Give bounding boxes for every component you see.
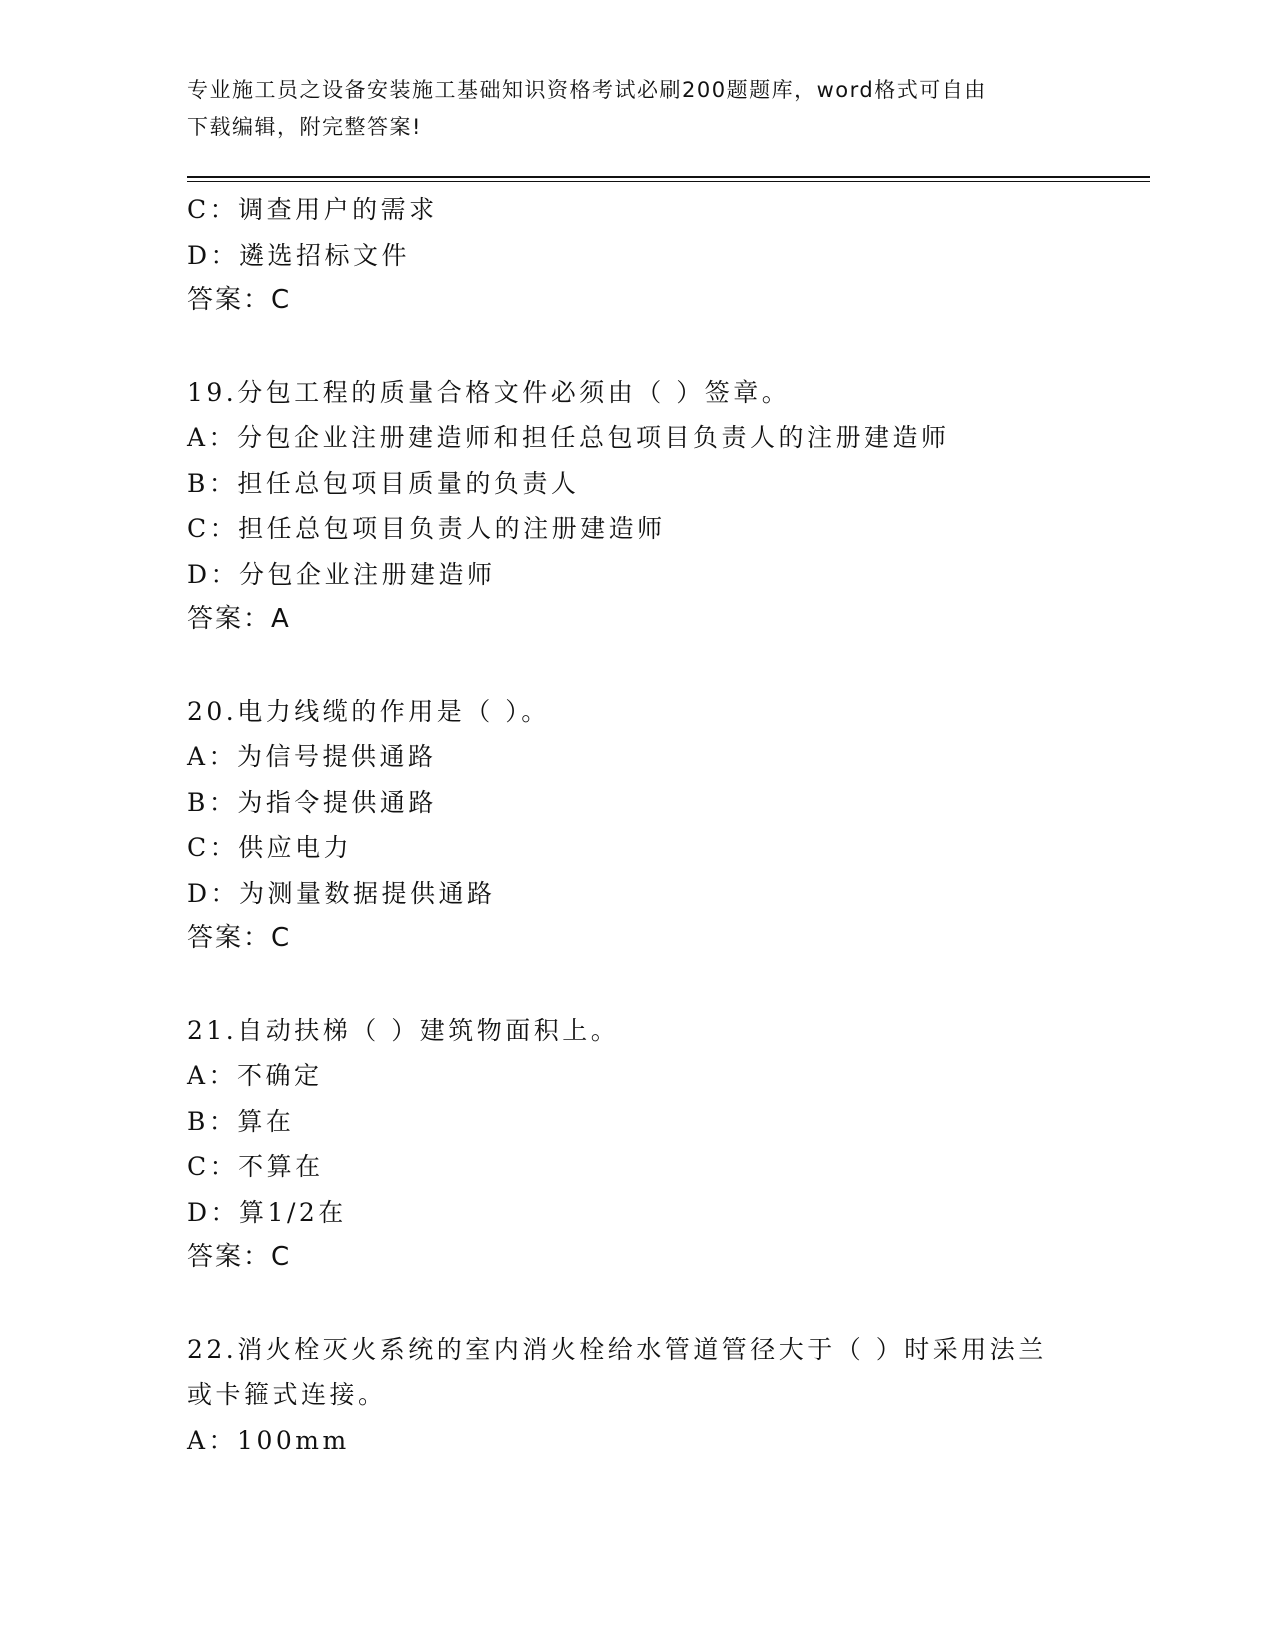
spacer [187, 324, 1087, 370]
option-b: B：算在 [187, 1106, 295, 1136]
answer: 答案：C [187, 923, 292, 953]
header-line-1: 专业施工员之设备安装施工基础知识资格考试必刷200题题库，word格式可自由 [187, 78, 987, 102]
spacer [187, 1281, 1087, 1327]
question-stem: 22.消火栓灭火系统的室内消火栓给水管道管径大于（ ）时采用法兰 [187, 1334, 1047, 1364]
option-c: C：调查用户的需求 [187, 195, 438, 224]
question-20 [187, 689, 1087, 962]
option-c: C：供应电力 [187, 833, 353, 862]
option-a: A：分包企业注册建造师和担任总包项目负责人的注册建造师 [187, 423, 950, 452]
answer: 答案：C [187, 1242, 292, 1272]
header-divider-thick [187, 176, 1150, 178]
question-stem: 19.分包工程的质量合格文件必须由（ ）签章。 [187, 377, 791, 407]
question-list [187, 187, 1087, 1463]
question-18-continued [187, 187, 1087, 324]
header-line-2: 下载编辑，附完整答案! [187, 115, 422, 139]
option-d: D：为测量数据提供通路 [187, 878, 496, 908]
answer: 答案：A [187, 604, 291, 634]
spacer [187, 643, 1087, 689]
option-c: C：不算在 [187, 1152, 324, 1181]
option-b: B：为指令提供通路 [187, 787, 437, 817]
option-d: D：遴选招标文件 [187, 240, 411, 270]
header-divider-thin [187, 181, 1150, 182]
option-d: D：算1/2在 [187, 1197, 347, 1227]
option-a: A：100mm [187, 1425, 350, 1455]
question-stem: 21.自动扶梯（ ）建筑物面积上。 [187, 1015, 620, 1045]
question-21 [187, 1008, 1087, 1281]
question-stem: 20.电力线缆的作用是（ ）。 [187, 696, 550, 726]
option-d: D：分包企业注册建造师 [187, 559, 496, 589]
option-b: B：担任总包项目质量的负责人 [187, 468, 580, 498]
option-c: C：担任总包项目负责人的注册建造师 [187, 514, 666, 543]
question-19 [187, 370, 1087, 643]
option-a: A：为信号提供通路 [187, 742, 437, 771]
answer: 答案：C [187, 285, 292, 315]
option-a: A：不确定 [187, 1061, 323, 1090]
question-stem-continued: 或卡箍式连接。 [187, 1380, 387, 1409]
spacer [187, 962, 1087, 1008]
page-header [187, 72, 1067, 146]
question-22 [187, 1327, 1087, 1464]
